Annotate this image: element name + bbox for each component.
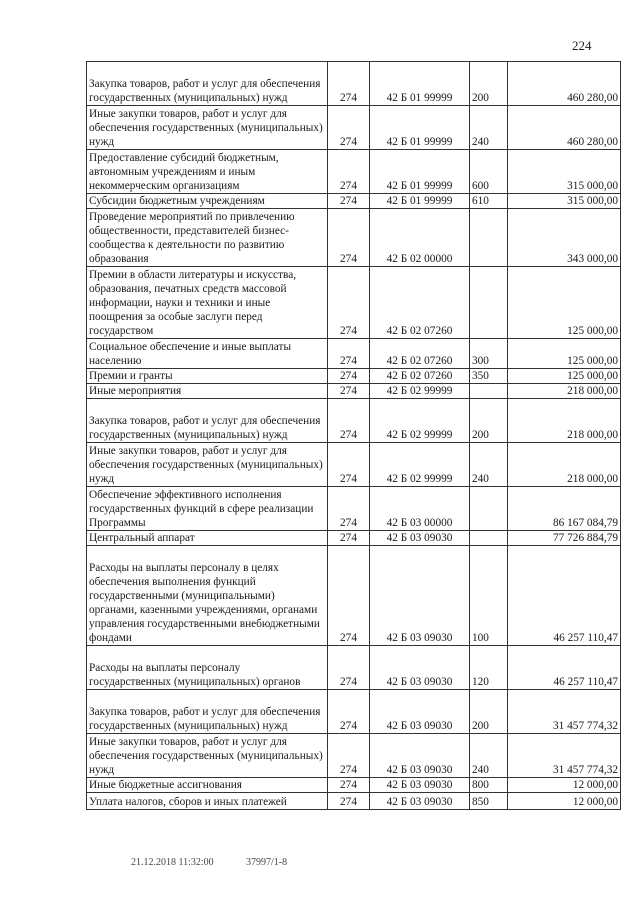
row-csr-cell: 42 Б 01 99999 — [370, 150, 470, 194]
table-row — [87, 487, 621, 531]
row-sum-cell: 460 280,00 — [508, 62, 621, 106]
table-row — [87, 150, 621, 194]
row-name-cell: Обеспечение эффективного исполнения государственных функций в сфере реализации Программы — [87, 487, 328, 531]
table-row — [87, 793, 621, 810]
row-vr-cell — [470, 531, 508, 546]
row-name-cell: Центральный аппарат — [87, 531, 328, 546]
row-name-cell: Закупка товаров, работ и услуг для обеспечения государственных (муниципальных) нужд — [87, 690, 328, 734]
row-csr-cell: 42 Б 02 00000 — [370, 209, 470, 267]
row-csr-cell: 42 Б 02 07260 — [370, 369, 470, 384]
table-row — [87, 369, 621, 384]
row-csr-cell: 42 Б 03 00000 — [370, 487, 470, 531]
row-sum-cell: 46 257 110,47 — [508, 546, 621, 646]
row-sum-cell: 460 280,00 — [508, 106, 621, 150]
row-ved-cell: 274 — [328, 646, 370, 690]
row-sum-cell: 46 257 110,47 — [508, 646, 621, 690]
row-csr-cell: 42 Б 03 09030 — [370, 531, 470, 546]
row-sum-cell: 86 167 084,79 — [508, 487, 621, 531]
row-vr-cell: 300 — [470, 339, 508, 369]
row-vr-cell: 120 — [470, 646, 508, 690]
page-number: 224 — [572, 38, 592, 53]
row-csr-cell: 42 Б 01 99999 — [370, 62, 470, 106]
row-ved-cell: 274 — [328, 546, 370, 646]
row-name-cell: Расходы на выплаты персоналу государственных (муниципальных) органов — [87, 646, 328, 690]
row-ved-cell: 274 — [328, 150, 370, 194]
row-csr-cell: 42 Б 02 99999 — [370, 443, 470, 487]
row-sum-cell: 315 000,00 — [508, 194, 621, 209]
row-sum-cell: 31 457 774,32 — [508, 690, 621, 734]
row-sum-cell: 31 457 774,32 — [508, 734, 621, 778]
table-row — [87, 734, 621, 778]
row-ved-cell: 274 — [328, 793, 370, 810]
row-sum-cell: 125 000,00 — [508, 267, 621, 339]
row-csr-cell: 42 Б 01 99999 — [370, 194, 470, 209]
row-csr-cell: 42 Б 03 09030 — [370, 793, 470, 810]
budget-table — [86, 61, 621, 810]
row-ved-cell: 274 — [328, 384, 370, 399]
row-name-cell: Иные мероприятия — [87, 384, 328, 399]
row-vr-cell: 240 — [470, 443, 508, 487]
row-name-cell: Премии и гранты — [87, 369, 328, 384]
table-row — [87, 531, 621, 546]
row-ved-cell: 274 — [328, 399, 370, 443]
table-row — [87, 778, 621, 793]
row-ved-cell: 274 — [328, 209, 370, 267]
row-sum-cell: 77 726 884,79 — [508, 531, 621, 546]
row-ved-cell: 274 — [328, 339, 370, 369]
row-csr-cell: 42 Б 02 99999 — [370, 384, 470, 399]
row-csr-cell: 42 Б 03 09030 — [370, 734, 470, 778]
table-row — [87, 106, 621, 150]
row-vr-cell: 200 — [470, 690, 508, 734]
faint-stamp-mark — [428, 856, 568, 876]
row-sum-cell: 218 000,00 — [508, 399, 621, 443]
budget-table-body — [87, 62, 621, 810]
row-ved-cell: 274 — [328, 690, 370, 734]
row-sum-cell: 12 000,00 — [508, 778, 621, 793]
row-vr-cell: 800 — [470, 778, 508, 793]
table-row — [87, 339, 621, 369]
row-vr-cell — [470, 384, 508, 399]
row-ved-cell: 274 — [328, 778, 370, 793]
row-sum-cell: 315 000,00 — [508, 150, 621, 194]
row-csr-cell: 42 Б 02 07260 — [370, 339, 470, 369]
row-csr-cell: 42 Б 02 07260 — [370, 267, 470, 339]
row-name-cell: Закупка товаров, работ и услуг для обеспечения государственных (муниципальных) нужд — [87, 399, 328, 443]
row-ved-cell: 274 — [328, 443, 370, 487]
row-ved-cell: 274 — [328, 531, 370, 546]
row-ved-cell: 274 — [328, 734, 370, 778]
table-row — [87, 546, 621, 646]
row-ved-cell: 274 — [328, 194, 370, 209]
row-sum-cell: 218 000,00 — [508, 384, 621, 399]
row-ved-cell: 274 — [328, 267, 370, 339]
table-row — [87, 209, 621, 267]
row-ved-cell: 274 — [328, 62, 370, 106]
row-csr-cell: 42 Б 02 99999 — [370, 399, 470, 443]
row-csr-cell: 42 Б 03 09030 — [370, 546, 470, 646]
table-row — [87, 384, 621, 399]
row-name-cell: Проведение мероприятий по привлечению общественности, представителей бизнес-сообщества к деятельности по развитию образования — [87, 209, 328, 267]
row-name-cell: Субсидии бюджетным учреждениям — [87, 194, 328, 209]
row-vr-cell: 200 — [470, 62, 508, 106]
table-row — [87, 443, 621, 487]
row-vr-cell: 100 — [470, 546, 508, 646]
row-name-cell: Премии в области литературы и искусства, образования, печатных средств массовой информации, науки и техники и иные поощрения за особые заслуги перед государством — [87, 267, 328, 339]
row-ved-cell: 274 — [328, 487, 370, 531]
row-sum-cell: 12 000,00 — [508, 793, 621, 810]
row-sum-cell: 125 000,00 — [508, 339, 621, 369]
row-name-cell: Социальное обеспечение и иные выплаты населению — [87, 339, 328, 369]
row-vr-cell: 610 — [470, 194, 508, 209]
footer-document-code: 37997/1-8 — [246, 857, 288, 868]
row-sum-cell: 125 000,00 — [508, 369, 621, 384]
row-vr-cell — [470, 487, 508, 531]
row-vr-cell: 850 — [470, 793, 508, 810]
table-row — [87, 646, 621, 690]
table-row — [87, 62, 621, 106]
footer-timestamp: 21.12.2018 11:32:00 — [131, 857, 214, 868]
table-row — [87, 194, 621, 209]
row-name-cell: Расходы на выплаты персоналу в целях обеспечения выполнения функций государственными (муниципальными) органами, казенными учреждениями, органами управления государственными внебюджетными фондами — [87, 546, 328, 646]
row-name-cell: Иные бюджетные ассигнования — [87, 778, 328, 793]
row-csr-cell: 42 Б 01 99999 — [370, 106, 470, 150]
row-vr-cell — [470, 209, 508, 267]
row-name-cell: Закупка товаров, работ и услуг для обеспечения государственных (муниципальных) нужд — [87, 62, 328, 106]
row-vr-cell: 240 — [470, 734, 508, 778]
table-row — [87, 267, 621, 339]
row-name-cell: Предоставление субсидий бюджетным, автономным учреждениям и иным некоммерческим организациям — [87, 150, 328, 194]
row-name-cell: Иные закупки товаров, работ и услуг для обеспечения государственных (муниципальных) нужд — [87, 443, 328, 487]
row-csr-cell: 42 Б 03 09030 — [370, 690, 470, 734]
row-csr-cell: 42 Б 03 09030 — [370, 646, 470, 690]
row-vr-cell: 240 — [470, 106, 508, 150]
row-name-cell: Уплата налогов, сборов и иных платежей — [87, 793, 328, 810]
row-vr-cell: 600 — [470, 150, 508, 194]
row-vr-cell: 200 — [470, 399, 508, 443]
table-row — [87, 399, 621, 443]
row-name-cell: Иные закупки товаров, работ и услуг для обеспечения государственных (муниципальных) нужд — [87, 106, 328, 150]
row-name-cell: Иные закупки товаров, работ и услуг для обеспечения государственных (муниципальных) нужд — [87, 734, 328, 778]
row-vr-cell: 350 — [470, 369, 508, 384]
row-sum-cell: 343 000,00 — [508, 209, 621, 267]
row-ved-cell: 274 — [328, 369, 370, 384]
table-row — [87, 690, 621, 734]
row-vr-cell — [470, 267, 508, 339]
row-ved-cell: 274 — [328, 106, 370, 150]
row-csr-cell: 42 Б 03 09030 — [370, 778, 470, 793]
row-sum-cell: 218 000,00 — [508, 443, 621, 487]
